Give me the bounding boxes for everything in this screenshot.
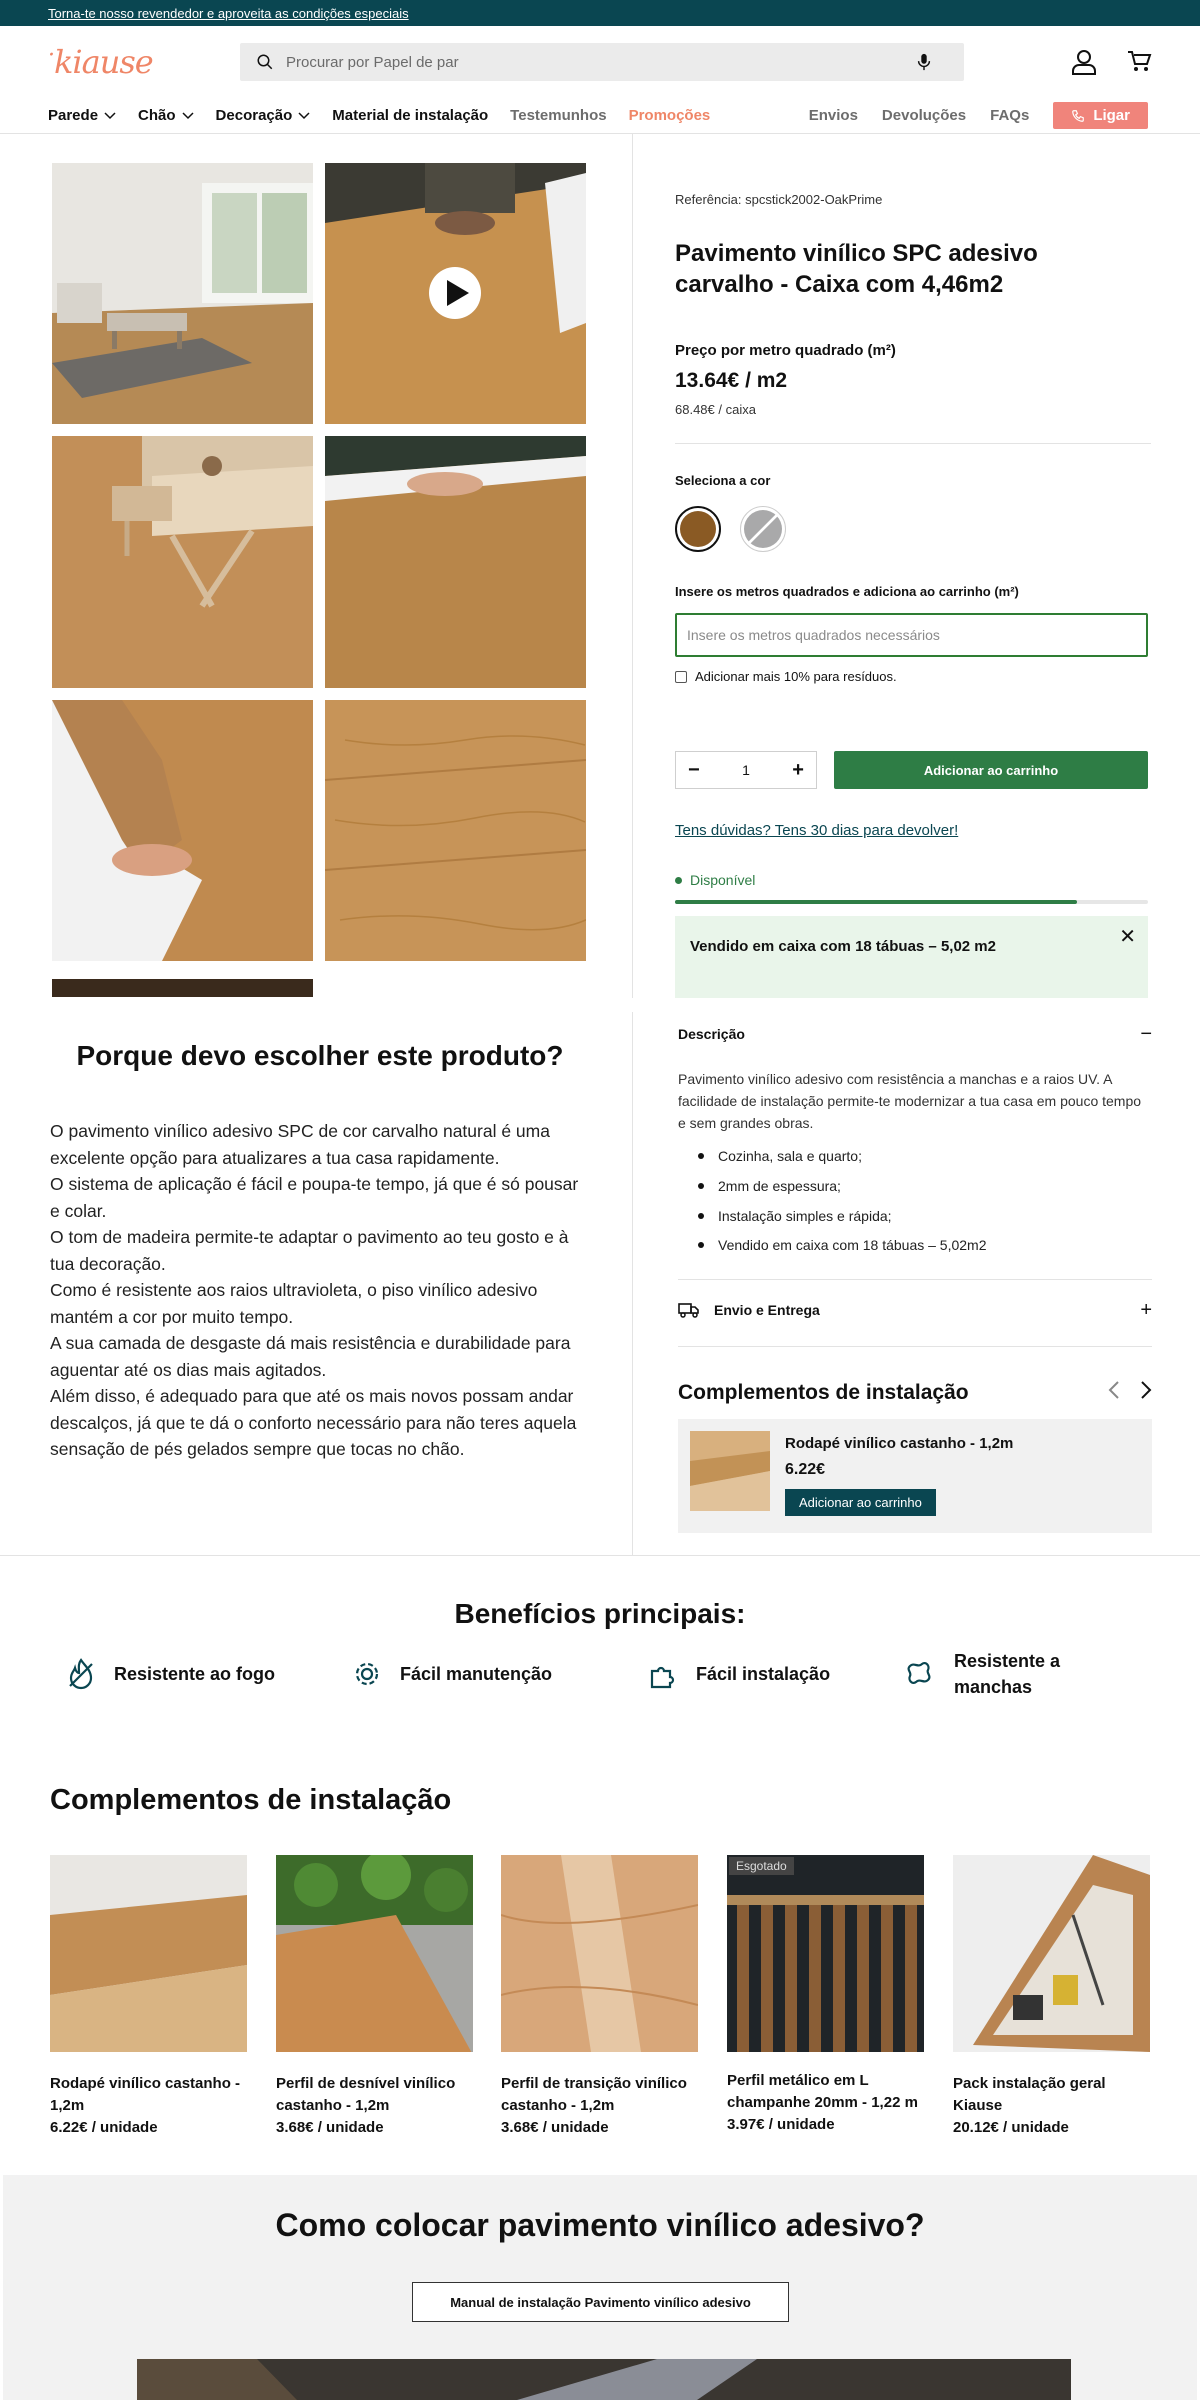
chevron-right-icon[interactable] xyxy=(1140,1380,1152,1400)
shipping-accordion[interactable]: Envio e Entrega + xyxy=(678,1302,1152,1318)
reseller-link[interactable]: Torna-te nosso revendedor e aproveita as condições especiais xyxy=(48,5,409,21)
product-card-image[interactable] xyxy=(50,1855,247,2052)
nav-devolucoes[interactable]: Devoluções xyxy=(881,107,967,124)
phone-icon xyxy=(1071,109,1085,123)
box-note: Vendido em caixa com 18 tábuas – 5,02 m2 ✕ xyxy=(675,916,1148,998)
side-complement-name[interactable]: Rodapé vinílico castanho - 1,2m xyxy=(785,1435,1014,1452)
gallery-image-installation[interactable] xyxy=(325,436,586,688)
product-card-name[interactable]: Pack instalação geral Kiause xyxy=(953,2075,1106,2114)
product-card-price: 6.22€ / unidade xyxy=(50,2119,158,2136)
search-input[interactable]: Procurar por Papel de par xyxy=(286,53,459,71)
product-card-image[interactable] xyxy=(501,1855,698,2052)
sqm-label: Insere os metros quadrados e adiciona ao carrinho (m²) xyxy=(675,584,1019,599)
product-reference: Referência: spcstick2002-OakPrime xyxy=(675,192,883,207)
list-item: Cozinha, sala e quarto; xyxy=(698,1148,862,1164)
color-swatch-grey[interactable] xyxy=(740,506,786,552)
benefit-item: Fácil manutenção xyxy=(352,1646,552,1702)
returns-link[interactable]: Tens dúvidas? Tens 30 dias para devolver! xyxy=(675,822,959,839)
product-card-name[interactable]: Perfil de desnível vinílico castanho - 1,2m xyxy=(276,2075,456,2114)
product-card[interactable] xyxy=(953,1855,1150,2139)
sqm-input[interactable]: Insere os metros quadrados necessários xyxy=(675,613,1148,657)
product-card[interactable] xyxy=(276,1855,473,2139)
quantity-value[interactable]: 1 xyxy=(742,762,750,778)
side-complement-image[interactable] xyxy=(690,1431,770,1511)
benefit-item: Resistente ao fogo xyxy=(66,1646,275,1702)
minus-icon: − xyxy=(1140,1022,1152,1045)
product-card-price: 3.97€ / unidade xyxy=(727,2116,835,2133)
side-complement-card xyxy=(678,1419,1152,1533)
product-card-image[interactable] xyxy=(953,1855,1150,2052)
product-card[interactable] xyxy=(501,1855,698,2139)
nav-chao[interactable]: Chão xyxy=(138,107,194,124)
product-card[interactable] xyxy=(727,1855,924,2136)
add-to-cart-button[interactable]: Adicionar ao carrinho xyxy=(834,751,1148,789)
search-icon xyxy=(256,53,274,71)
list-item: 2mm de espessura; xyxy=(698,1178,841,1194)
user-icon[interactable] xyxy=(1070,48,1098,76)
why-section xyxy=(0,998,1200,1556)
nav-faqs[interactable]: FAQs xyxy=(990,107,1030,124)
waste-checkbox[interactable]: Adicionar mais 10% para resíduos. xyxy=(675,669,897,684)
product-section xyxy=(0,134,1200,998)
decrease-button[interactable]: − xyxy=(688,758,700,781)
product-card-image[interactable] xyxy=(276,1855,473,2052)
close-icon[interactable]: ✕ xyxy=(1119,926,1136,948)
stain-icon xyxy=(904,1658,936,1690)
product-card-image[interactable] xyxy=(727,1855,924,2052)
product-price: 13.64€ / m2 xyxy=(675,369,788,392)
divider xyxy=(678,1279,1152,1280)
nav-decoracao[interactable]: Decoração xyxy=(216,107,311,124)
gallery-image-living-room[interactable] xyxy=(52,163,313,424)
benefit-item: Fácil instalação xyxy=(648,1646,830,1702)
side-complement-add-button[interactable]: Adicionar ao carrinho xyxy=(785,1489,936,1516)
product-title: Pavimento vinílico SPC adesivo carvalho - Caixa com 4,46m2 xyxy=(675,240,1038,298)
why-title: Porque devo escolher este produto? xyxy=(76,1040,564,1071)
side-complement-price: 6.22€ xyxy=(785,1461,826,1478)
availability-status: Disponível xyxy=(675,872,755,888)
plus-icon: + xyxy=(1140,1298,1152,1321)
list-item: Instalação simples e rápida; xyxy=(698,1208,892,1224)
benefit-item: Resistente a manchas xyxy=(904,1646,1104,1702)
chevron-down-icon xyxy=(182,112,194,120)
product-card-price: 3.68€ / unidade xyxy=(501,2119,609,2136)
nav-parede[interactable]: Parede xyxy=(48,107,116,124)
description-accordion[interactable]: Descrição − xyxy=(678,1022,1152,1045)
product-card-name[interactable]: Perfil metálico em L champanhe 20mm - 1,22 m xyxy=(727,2072,918,2111)
cart-icon[interactable] xyxy=(1126,48,1152,74)
nav-testemunhos[interactable]: Testemunhos xyxy=(510,107,607,124)
nav-envios[interactable]: Envios xyxy=(808,107,858,124)
fire-icon xyxy=(66,1658,96,1690)
gallery-image-dining-table[interactable] xyxy=(52,436,313,688)
announcement-bar xyxy=(0,0,1200,26)
chevron-left-icon[interactable] xyxy=(1108,1380,1120,1400)
product-card-price: 3.68€ / unidade xyxy=(276,2119,384,2136)
product-gallery xyxy=(52,163,586,997)
call-button[interactable]: Ligar xyxy=(1053,102,1148,129)
sold-out-badge: Esgotado xyxy=(729,1857,794,1875)
product-card-name[interactable]: Rodapé vinílico castanho - 1,2m xyxy=(50,2075,241,2114)
complements-title: Complementos de instalação xyxy=(50,1784,452,1816)
gallery-video-thumbnail[interactable] xyxy=(325,163,586,424)
chevron-down-icon xyxy=(298,112,310,120)
color-label: Seleciona a cor xyxy=(675,473,771,488)
divider xyxy=(632,134,633,432)
howto-image xyxy=(137,2359,1071,2400)
gallery-image-partial[interactable] xyxy=(52,979,313,997)
nav-promocoes[interactable]: Promoções xyxy=(628,107,711,124)
why-body: O pavimento vinílico adesivo SPC de cor carvalho natural é uma excelente opção para atualizares a tua casa rapidamente. O sistema de aplicação é fácil e poupa-te tempo, já que é só pousar e colar. O tom de madeira permite-te adaptar o pavimento ao teu gosto e à tua decoração. Como é resistente aos raios ultravioleta, o piso vinílico adesivo mantém a cor por muito tempo. A sua camada de desgaste dá mais resistência e durabilidade para aguentar até os dias mais agitados. Além disso, é adequado para que até os mais novos possam andar descalços, já que te dá o conforto necessário para não teres aquela sensação de pés gelados sempre que tocas no chão. xyxy=(50,1121,579,1459)
logo[interactable]: ·kiause xyxy=(48,43,153,81)
divider xyxy=(632,432,633,998)
chevron-down-icon xyxy=(104,112,116,120)
quantity-stepper[interactable] xyxy=(675,751,817,789)
divider xyxy=(632,1012,633,1556)
benefits-row xyxy=(62,1646,1162,1706)
gallery-image-wood-texture[interactable] xyxy=(325,700,586,961)
price-label: Preço por metro quadrado (m²) xyxy=(675,342,896,359)
manual-button[interactable]: Manual de instalação Pavimento vinílico adesivo xyxy=(412,2282,789,2322)
nav-material-instalacao[interactable]: Material de instalação xyxy=(332,107,489,124)
howto-title: Como colocar pavimento vinílico adesivo? xyxy=(275,2207,925,2243)
howto-section xyxy=(3,2175,1197,2400)
benefits-title: Benefícios principais: xyxy=(454,1598,746,1629)
side-complements-title: Complementos de instalação xyxy=(678,1381,969,1404)
puzzle-icon xyxy=(648,1659,678,1689)
list-item: Vendido em caixa com 18 tábuas – 5,02m2 xyxy=(698,1237,987,1253)
microphone-icon[interactable] xyxy=(916,53,932,71)
product-card-name[interactable]: Perfil de transição vinílico castanho - 1,2m xyxy=(501,2075,687,2114)
color-swatch-oak[interactable] xyxy=(675,506,721,552)
truck-icon xyxy=(678,1302,700,1318)
product-card-price: 20.12€ / unidade xyxy=(953,2119,1069,2136)
product-card[interactable] xyxy=(50,1855,247,2139)
gallery-image-hand-laying[interactable] xyxy=(52,700,313,961)
search-bar[interactable] xyxy=(240,43,964,81)
site-header xyxy=(0,26,1200,98)
divider xyxy=(678,1346,1152,1347)
stock-bar xyxy=(675,900,1148,904)
gear-icon xyxy=(352,1659,382,1689)
box-price: 68.48€ / caixa xyxy=(675,402,756,417)
main-nav xyxy=(0,98,1200,134)
description-text: Pavimento vinílico adesivo com resistência a manchas e a raios UV. A facilidade de instalação permite-te modernizar a tua casa em pouco tempo e sem grandes obras. xyxy=(678,1071,1142,1131)
increase-button[interactable]: + xyxy=(792,758,804,781)
divider xyxy=(675,443,1151,444)
